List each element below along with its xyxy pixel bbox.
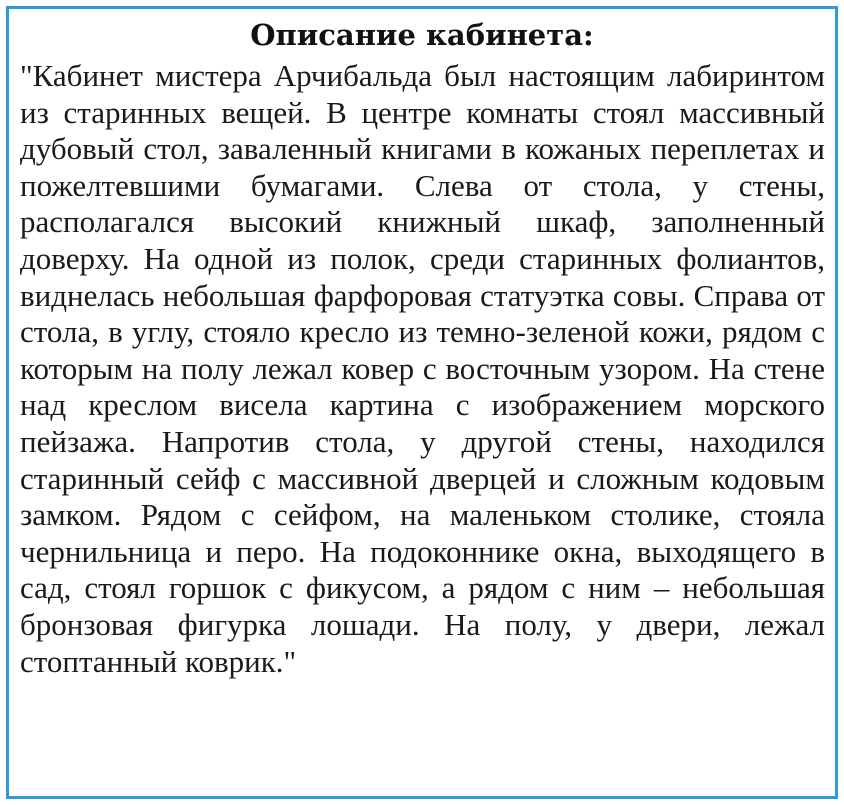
document-frame xyxy=(6,6,838,799)
document-title: Описание кабинета: xyxy=(250,18,594,52)
description-paragraph: "Кабинет мистера Арчибальда был настоящим лабиринтом из старинных вещей. В центре комнаты стоял массивный дубовый стол, заваленный книгами в кожаных переплетах и пожелтевшими бумагами. Слева от стола, у стены, располагался высокий книжный шкаф, заполненный доверху. На одной из полок, среди старинных фолиантов, виднелась небольшая фарфоровая статуэтка совы. Справа от стола, в углу, стояло кресло из темно-зеленой кожи, рядом с которым на полу лежал ковер с восточным узором. На стене над креслом висела картина с изображением морского пейзажа. Напротив стола, у другой стены, находился старинный сейф с массивной дверцей и сложным кодовым замком. Рядом с сейфом, на маленьком столике, стояла чернильница и перо. На подоконнике окна, выходящего в сад, стоял горшок с фикусом, а рядом с ним – небольшая бронзовая фигурка лошади. На полу, у двери, лежал стоптанный коврик." xyxy=(20,58,825,679)
